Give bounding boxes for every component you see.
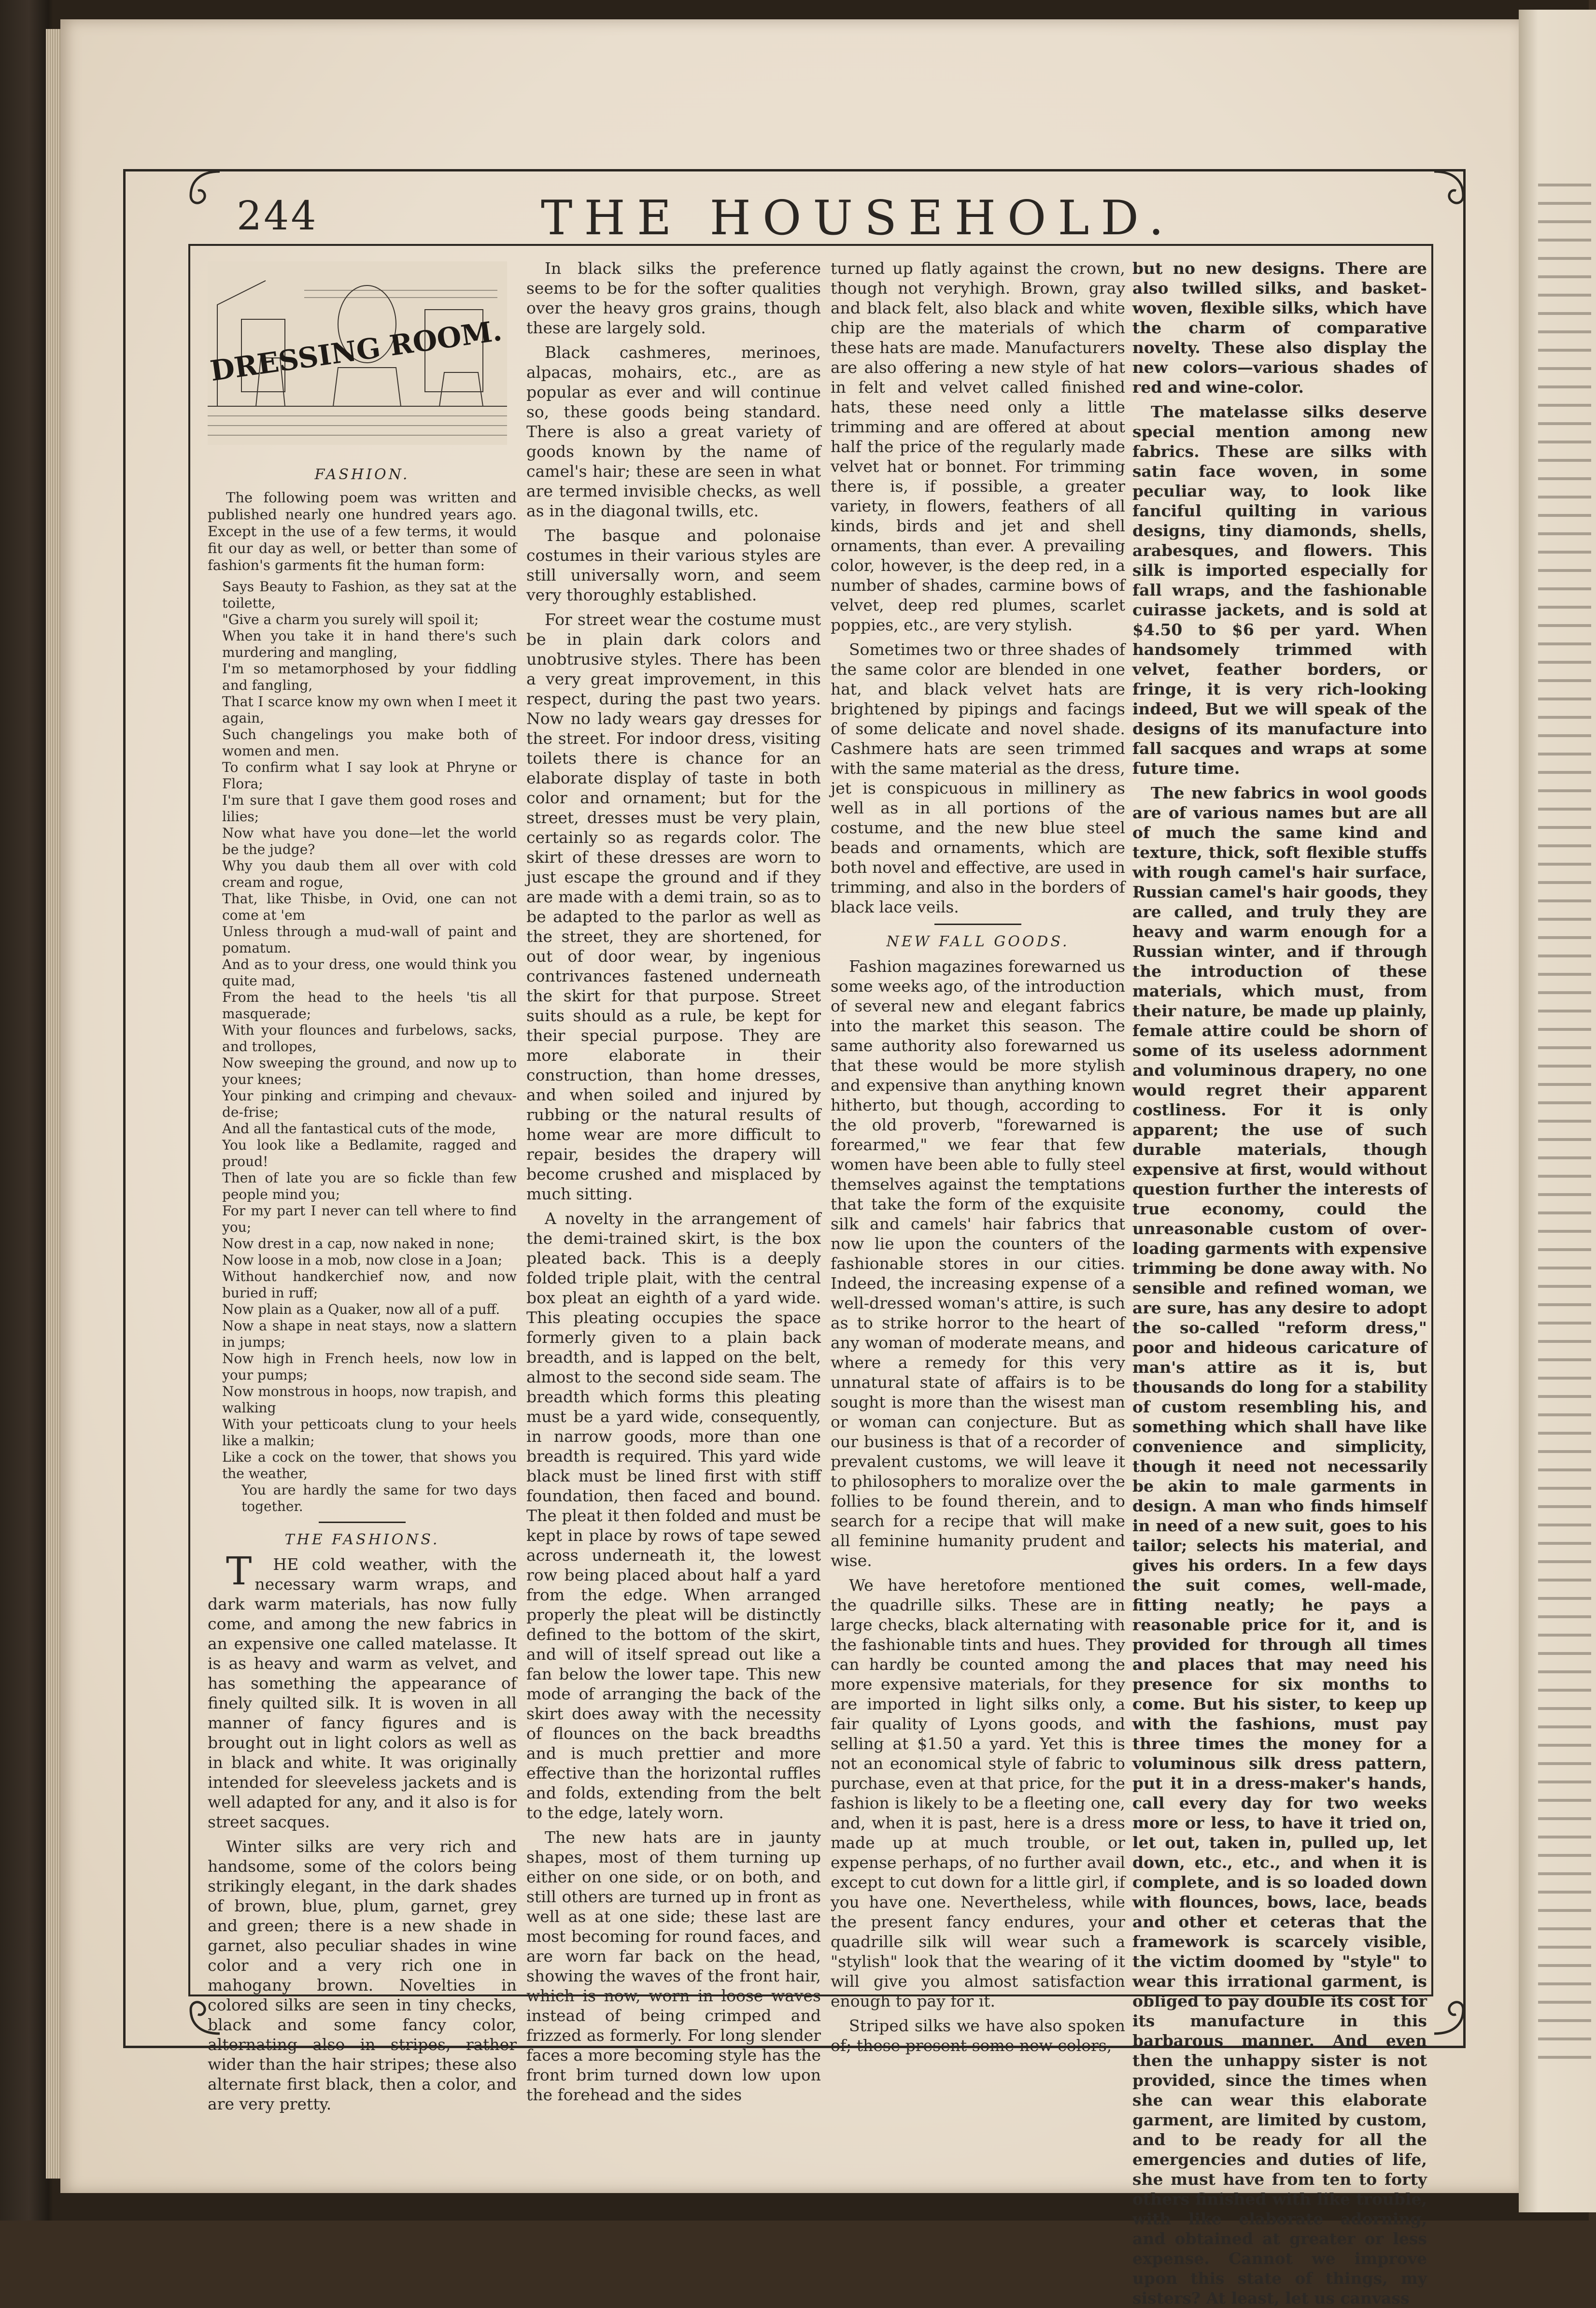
paragraph: The new fabrics in wool goods are of various names but are all of much the same kind and texture, thick, soft flexible stuffs with rough camel's hair surface, Russian camel's hair goods, they are called, and truly they are heavy and warm enough for a Russian winter, and if through the introduction of these materials, which must, from their nature, be made up plainly, female attire could be shorn of some of its useless adornment and voluminous drapery, no one would regret their apparent costliness. For it is only apparent; the use of such durable materials, though expensive at first, would without question further the interests of true economy, could the unreasonable custom of over-loading garments with expensive trimming be done away with. No sensible and refined woman, we are sure, has any desire to adopt the so-called "reform dress," poor and hideous caricature of man's attire as it is, but thousands do long for a stability of custom resembling his, and something which shall have like convenience and simplicity, though it need not necessarily be akin to male garments in design. A man who finds himself in need of a new suit, goes to his tailor; selects his material, and gives his orders. In a few days the suit comes, well-made, fitting neatly; he pays a reasonable price for it, and is provided for through all times and places that may need his presence for six months to come. But his sister, to keep up with the fashions, must pay three times the money for a voluminous silk dress pattern, put it in a dress-maker's hands, call every day for two weeks more or less, to have it tried on, let out, taken in, pulled up, let down, etc., etc., and when it is complete, and is so loaded down with flounces, bows, lace, beads and other et ceteras that the framework is scarcely visible, the victim doomed by "style" to wear this irrational garment, is obliged to pay double its cost for its manufacture in this barbarous manner. And even then the unhappy sister is not provided, since the times when she can wear this elaborate garment, are limited by custom, and to be ready for all the emergencies and duties of life, she must have from ten to forty others finished with like trouble, with like elaborate adorning, and obtained at greater or less expense. Cannot we improve upon this state of things, my sisters? At least, let us canvass — [1132, 784, 1427, 2308]
paragraph: The matelasse silks deserve special mention among new fabrics. These are silks with satin face woven, in some peculiar way, to look like fanciful quilting in various designs, tiny diamonds, shells, arabesques, and flowers. This silk is imported especially for fall wraps, and the fashionable cuirasse jackets, and is sold at $4.50 to $6 per yard. When handsomely trimmed with velvet, feather borders, or fringe, it is very rich-looking indeed, But we will speak of the designs of its manufacture into fall sacques and wraps at some future time. — [1132, 402, 1427, 778]
column-2 — [526, 258, 821, 2104]
poem-line: Like a cock on the tower, that shows you the weather, — [222, 1449, 517, 1482]
paragraph: Fashion magazines forewarned us some weeks ago, of the introduction of several new and elegant fabrics into the market this season. The same authority also forewarned us that these would be more stylish and expensive than anything known hitherto, but though, according to the old proverb, "forewarned is forearmed," we fear that few women have been able to fully steel themselves against the temptations that take the form of the exquisite silk and camels' hair fabrics that now lie upon the counters of the fashionable stores in our cities. Indeed, the increasing expense of a well-dressed woman's attire, is such as to strike horror to the heart of any woman of moderate means, and where a remedy for this very unnatural state of affairs is to be sought is more than the wisest man or woman can conjecture. But as our business is that of a recorder of prevalent customs, we will leave it to philosophers to moralize over the follies to be found therein, and to search for a recipe that will make all feminine humanity prudent and wise. — [831, 957, 1125, 1570]
next-page-edge — [1519, 10, 1596, 2212]
column-3 — [831, 258, 1125, 2055]
poem-line: Now plain as a Quaker, now all of a puff. — [222, 1301, 500, 1317]
paragraph: Winter silks are very rich and handsome, some of the colors being strikingly elegant, in the dark shades of brown, blue, plum, garnet, grey and green; there is a new shade in garnet, also peculiar shades in wine color and a very rich one in mahogany brown. Novelties in colored silks are seen in tiny checks, black and some fancy color, alternating also in stripes, rather wider than the hair stripes; these also alternate first black, then a color, and are very pretty. — [208, 1837, 517, 2113]
poem-line: And all the fantastical cuts of the mode, — [222, 1121, 496, 1137]
paragraph: THE cold weather, with the necessary warm wraps, and dark warm materials, has now fully come, and among the new fabrics in an expensive one called matelasse. It is as heavy and warm as velvet, and has something the appearance of finely quilted silk. It is woven in all manner of fancy figures and is brought out in light colors as well as in black and white. It was originally intended for sleeveless jackets and is well adapted for any, and it also is for street sacques. — [208, 1549, 517, 1831]
poem-line: And as to your dress, one would think you quite mad, — [222, 956, 517, 989]
poem-line: You are hardly the same for two days together. — [241, 1482, 517, 1514]
poem-line: That I scarce know my own when I meet it again, — [222, 694, 517, 726]
poem-line: Unless through a mud-wall of paint and pomatum. — [222, 924, 517, 956]
poem-line: Such changelings you make both of women and men. — [222, 727, 517, 759]
paragraph: Black cashmeres, merinoes, alpacas, mohairs, etc., are as popular as ever and will continue so, these goods being standard. There is also a great variety of goods known by the name of camel's hair; these are seen in what are termed invisible checks, as well as in the diagonal twills, etc. — [526, 343, 821, 520]
fashion-intro: The following poem was written and published nearly one hundred years ago. Except in the use of a few terms, it would fit our day as well, or better than some of fashion's garments fit the human form: — [208, 489, 517, 573]
poem-line: Now high in French heels, now low in your pumps; — [222, 1351, 517, 1383]
section-divider — [319, 1522, 406, 1523]
corner-ornament-top-left — [181, 167, 225, 210]
paragraph: For street wear the costume must be in plain dark colors and unobtrusive styles. There has been a very great improvement, in this respect, during the past two years. Now no lady wears gay dresses for the street. For indoor dress, visiting toilets there is chance for an elaborate display of taste in both color and ornament; but for the street, dresses must be very plain, certainly so as regards color. The skirt of these dresses are worn to just escape the ground and if they are made with a demi train, so as to be adapted to the parlor as well as the street, they are shortened, for out of door wear, by ingenious contrivances fastened underneath the skirt for that purpose. Street suits should as a rule, be kept for their special purpose. They are more elaborate in their construction, than home dresses, and when soiled and injured by rubbing or the natural results of home wear are more difficult to repair, besides the drapery will become crushed and misplaced by much sitting. — [526, 610, 821, 1203]
paragraph: Striped silks we have also spoken of; these present some new colors, — [831, 2016, 1125, 2055]
poem-line: Now what have you done—let the world be the judge? — [222, 825, 517, 857]
poem-line: Now monstrous in hoops, now trapish, and walking — [222, 1383, 517, 1416]
poem-line: For my part I never can tell where to find you; — [222, 1203, 517, 1235]
page-title: THE HOUSEHOLD. — [541, 191, 1175, 246]
column-4 — [1132, 258, 1427, 2308]
paragraph: Sometimes two or three shades of the same color are blended in one hat, and black velvet hats are brightened by pipings and facings of some delicate and novel shade. Cashmere hats are seen trimmed with the same material as the dress, jet is conspicuous in millinery as well as in all portions of the costume, and the new blue steel beads and ornaments, which are both novel and effective, are used in trimming, and also in the borders of black lace veils. — [831, 640, 1125, 916]
new-fall-goods-heading: NEW FALL GOODS. — [886, 933, 1070, 950]
poem-line: Now loose in a mob, now close in a Joan; — [222, 1252, 503, 1268]
poem-line: Your pinking and crimping and chevaux-de-frise; — [222, 1088, 517, 1120]
poem-line: Says Beauty to Fashion, as they sat at the toilette, — [222, 579, 517, 611]
corner-ornament-bottom-right — [1429, 1995, 1473, 2038]
poem-line: You look like a Bedlamite, ragged and proud! — [222, 1137, 517, 1169]
poem-line: Why you daub them all over with cold cream and rogue, — [222, 858, 517, 890]
poem-line: With your petticoats clung to your heels like a malkin; — [222, 1416, 517, 1449]
corner-ornament-top-right — [1429, 167, 1473, 210]
poem-line: That, like Thisbe, in Ovid, one can not come at 'em — [222, 891, 517, 923]
poem-line: Without handkerchief now, and now buried in ruff; — [222, 1268, 517, 1301]
poem-line: To confirm what I say look at Phryne or Flora; — [222, 759, 517, 792]
poem-line: Now sweeping the ground, and now up to your knees; — [222, 1055, 517, 1087]
poem-line: Now drest in a cap, now naked in none; — [222, 1236, 494, 1252]
column-1 — [208, 258, 517, 2113]
poem-line: From the head to the heels 'tis all masquerade; — [222, 989, 517, 1022]
poem-line: Then of late you are so fickle than few people mind you; — [222, 1170, 517, 1202]
paragraph: In black silks the preference seems to be for the softer qualities over the heavy gros grains, though these are largely sold. — [526, 259, 821, 337]
fashion-poem — [208, 579, 517, 1515]
engraving-caption: DRESSING ROOM. — [208, 314, 504, 388]
dressing-room-engraving — [208, 261, 507, 445]
poem-line: With your flounces and furbelows, sacks, and trollopes, — [222, 1022, 517, 1054]
paragraph: but no new designs. There are also twilled silks, and basket-woven, flexible silks, which have the charm of comparative novelty. These also display the new colors—various shades of red and wine-color. — [1132, 259, 1427, 397]
paragraph: The new hats are in jaunty shapes, most of them turning up either on one side, or on both, and still others are turned up in front as well as at one side; these last are most becoming for round faces, and are worn far back on the head, showing the waves of the front hair, which is now, worn in loose waves instead of being crimped and frizzed as formerly. For long slender faces a more becoming style has the front brim turned down low upon the forehead and the sides — [526, 1828, 821, 2104]
the-fashions-heading: THE FASHIONS. — [284, 1531, 440, 1548]
fashion-heading: FASHION. — [314, 466, 410, 483]
next-page-text-strip — [1538, 184, 1591, 2067]
page-number: 244 — [237, 193, 318, 239]
poem-line: When you take it in hand there's such murdering and mangling, — [222, 628, 517, 660]
poem-line: I'm sure that I gave them good roses and lilies; — [222, 792, 517, 825]
poem-line: "Give a charm you surely will spoil it; — [222, 612, 479, 627]
paragraph: We have heretofore mentioned the quadrille silks. These are in large checks, black alternating with the fashionable tints and hues. They can hardly be counted among the more expensive materials, for they are imported in light silks only, a fair quality of Lyons goods, and selling at $1.50 a yard. Yet this is not an economical style of fabric to purchase, even at that price, for the fashion is likely to be a fleeting one, and, when it is past, here is a dress made up at much trouble, or expense perhaps, of no further avail except to cut down for a little girl, if you have one. Nevertheless, while the present fancy endures, your quadrille silk will wear such a "stylish" look that the wearing of it will give you almost satisfaction enough to pay for it. — [831, 1576, 1125, 2010]
paragraph: A novelty in the arrangement of the demi-trained skirt, is the box pleated back. This is a deeply folded triple plait, with the central box pleat an eighth of a yard wide. This pleating occupies the space formerly given to a plain back breadth, and is lapped on the belt, almost to the second side seam. The breadth which forms this pleating must be a yard wide, consequently, in narrow goods, more than one breadth is required. This yard wide black must be lined first with stiff foundation, then faced and bound. The pleat it then folded and must be kept in place by rows of tape sewed across underneath it, the lowest row being placed about half a yard from the edge. When arranged properly the pleat will be distinctly defined to the bottom of the skirt, and will of itself spread out like a fan below the lower tape. This new mode of arranging the back of the skirt does away with the necessity of flounces on the back breadths and is much prettier and more effective than the horizontal ruffles and folds, extending from the belt to the edge, lately worn. — [526, 1209, 821, 1822]
poem-line: Now a shape in neat stays, now a slattern in jumps; — [222, 1318, 517, 1350]
poem-line: I'm so metamorphosed by your fiddling and fangling, — [222, 661, 517, 693]
paragraph: turned up flatly against the crown, though not veryhigh. Brown, gray and black felt, also black and white chip are the materials of which these hats are made. Manufacturers are also offering a new style of hat in felt and velvet called finished hats, these need only a little trimming and are offered at about half the price of the regularly made velvet hat or bonnet. For trimming there is, if possible, a greater variety, in flowers, feathers of all kinds, birds and jet and shell ornaments, than ever. A prevailing color, however, is the deep red, in a number of shades, carmine bows of velvet, deep red plumes, scarlet poppies, etc., are very stylish. — [831, 259, 1125, 634]
section-divider — [934, 924, 1021, 925]
paragraph: The basque and polonaise costumes in their various styles are still universally worn, and seem very thoroughly established. — [526, 526, 821, 604]
